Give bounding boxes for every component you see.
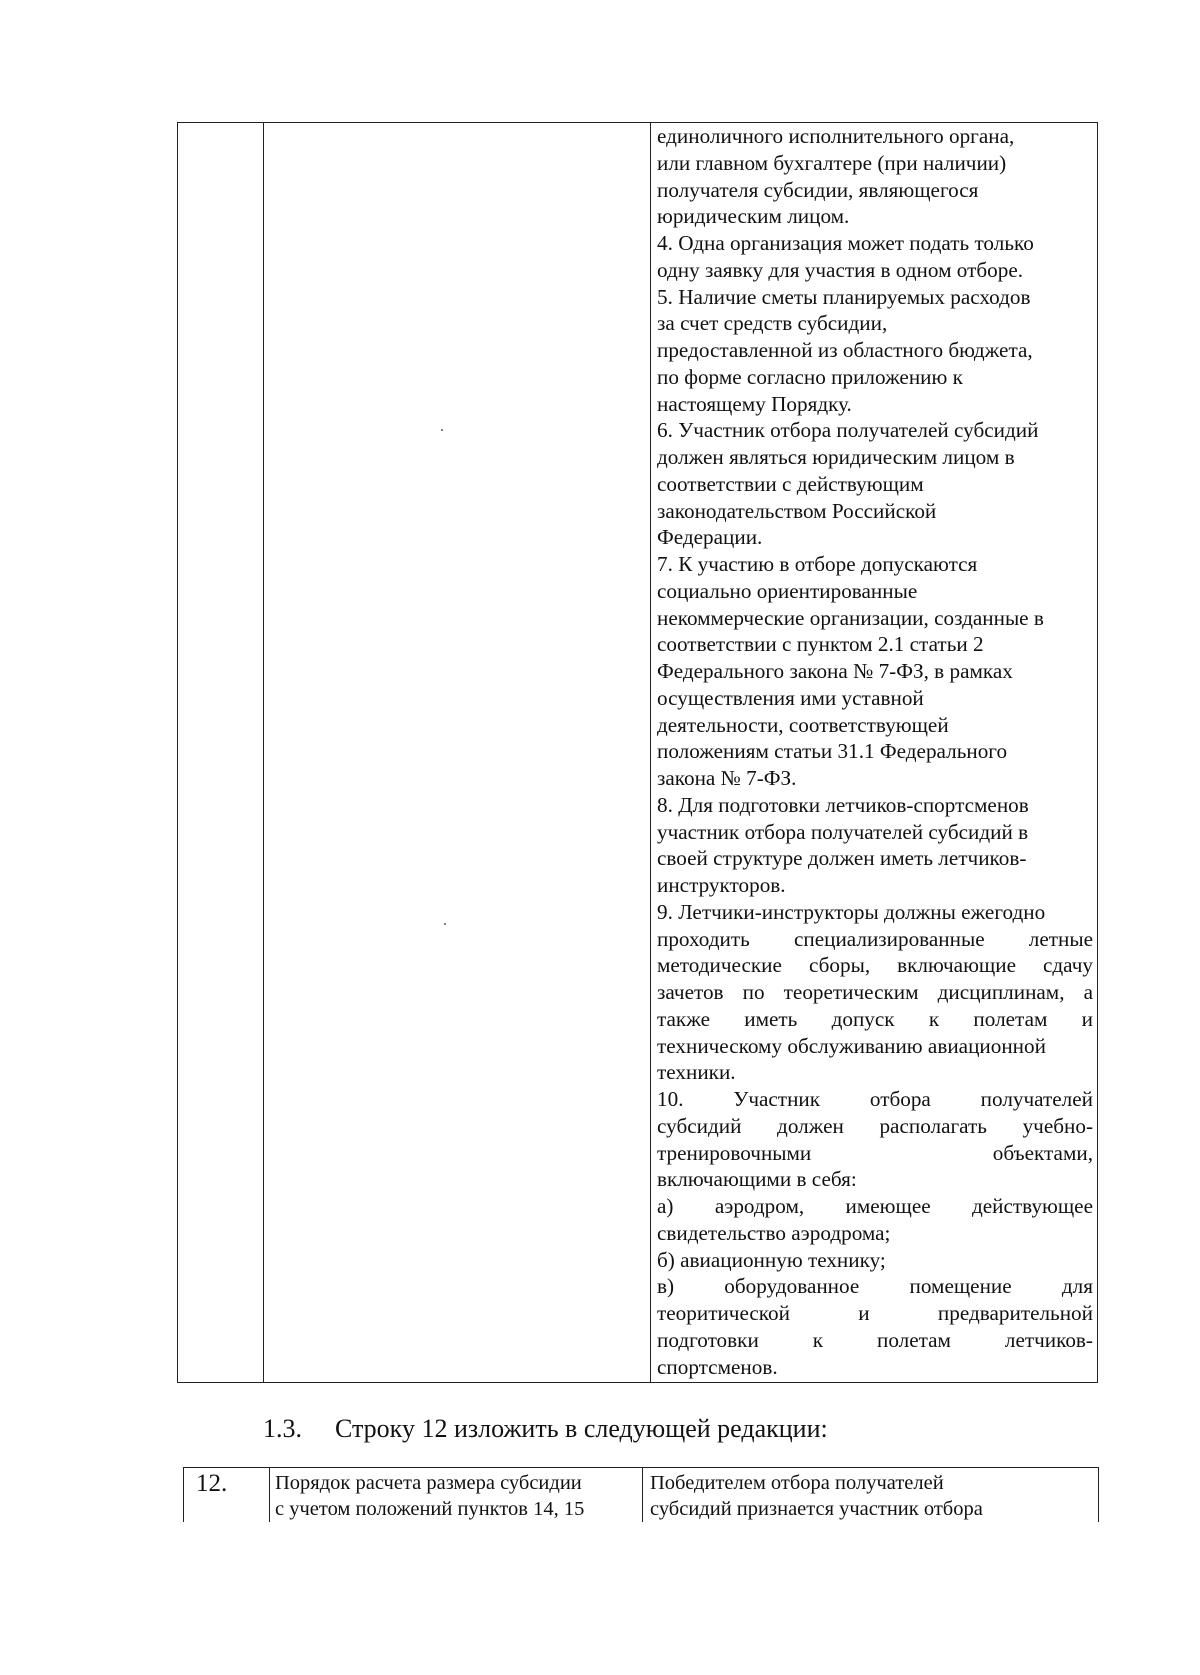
text-line: единоличного исполнительного органа, [657,124,1015,148]
text-line: свидетельство аэродрома; [657,1220,891,1245]
row-12-table [183,1467,1099,1522]
column-divider-1 [263,123,264,1382]
continued-table [177,122,1098,1383]
column-divider-1 [269,1468,270,1522]
text-line: деятельности, соответствующей [657,712,949,737]
row-title-line: Порядок расчета размера субсидии [275,1472,582,1494]
text-line: техники. [657,1060,736,1085]
text-line: осуществления ими уставной [657,685,924,710]
text-line: 7. К участию в отборе допускаются [657,552,978,576]
text-line: законодательством Российской [657,498,937,523]
text-line: одну заявку для участия в одном отборе. [657,257,1024,282]
text-line: тренировочными объектами, [657,1140,1093,1165]
text-line: закона № 7-ФЗ. [657,766,797,790]
text-line: Федерального закона № 7-ФЗ, в рамках [657,659,1013,683]
text-line: участник отбора получателей субсидий в [657,819,1029,844]
text-line: включающими в себя: [657,1167,857,1192]
text-line: юридическим лицом. [657,204,850,229]
text-line: или главном бухгалтере (при наличии) [657,150,1007,175]
row-number: 12. [196,1470,228,1497]
text-line: предоставленной из областного бюджета, [657,338,1033,362]
text-line: подготовки к полетам летчиков- [657,1327,1093,1352]
text-line: Федерации. [657,525,763,550]
text-line: должен являться юридическим лицом в [657,445,1015,469]
text-line: зачетов по теоретическим дисциплинам, а [657,980,1093,1004]
requirements-cell [657,123,1093,1380]
text-line: за счет средств субсидии, [657,311,888,336]
text-line: спортсменов. [657,1354,778,1379]
text-line: теоритической и предварительной [657,1301,1093,1325]
text-line: по форме согласно приложению к [657,364,963,389]
row-title-cell [275,1470,637,1522]
text-line: субсидий должен располагать учебно- [657,1113,1093,1138]
column-divider-2 [642,1468,643,1522]
text-line: а) аэродром, имеющее действующее [657,1194,1093,1218]
text-line: в) оборудованное помещение для [657,1274,1093,1299]
text-line: 6. Участник отбора получателей субсидий [657,418,1039,443]
text-line: также иметь допуск к полетам и [657,1006,1093,1031]
text-line: 10. Участник отбора получателей [657,1087,1093,1111]
text-line: б) авиационную технику; [657,1247,886,1272]
text-line: 8. Для подготовки летчиков-спортсменов [657,792,1029,817]
text-line: 9. Летчики-инструкторы должны ежегодно [657,899,1046,924]
section-number: 1.3. [263,1414,302,1443]
scan-speck [441,429,443,431]
row-content-cell [650,1470,1090,1522]
text-line: инструкторов. [657,873,786,897]
column-divider-2 [650,123,651,1382]
text-line: 4. Одна организация может подать только [657,231,1034,255]
text-line: положениям статьи 31.1 Федерального [657,739,1008,764]
text-line: настоящему Порядку. [657,391,852,416]
scan-speck [444,923,446,925]
text-line: получателя субсидии, являющегося [657,177,979,202]
text-line: техническому обслуживанию авиационной [657,1033,1046,1058]
row-content-line: субсидий признается участник отбора [650,1498,983,1520]
row-content-line: Победителем отбора получателей [650,1472,944,1494]
text-line: соответствии с действующим [657,471,924,496]
section-instruction [263,1414,828,1444]
row-title-line: с учетом положений пунктов 14, 15 [275,1498,585,1520]
text-line: своей структуре должен иметь летчиков- [657,846,1027,871]
text-line: социально ориентированные [657,578,918,603]
text-line: проходить специализированные летные [657,926,1093,951]
text-line: 5. Наличие сметы планируемых расходов [657,284,1031,309]
text-line: методические сборы, включающие сдачу [657,953,1093,978]
text-line: некоммерческие организации, созданные в [657,605,1044,630]
text-line: соответствии с пунктом 2.1 статьи 2 [657,632,984,657]
section-text: Строку 12 изложить в следующей редакции: [335,1414,828,1443]
